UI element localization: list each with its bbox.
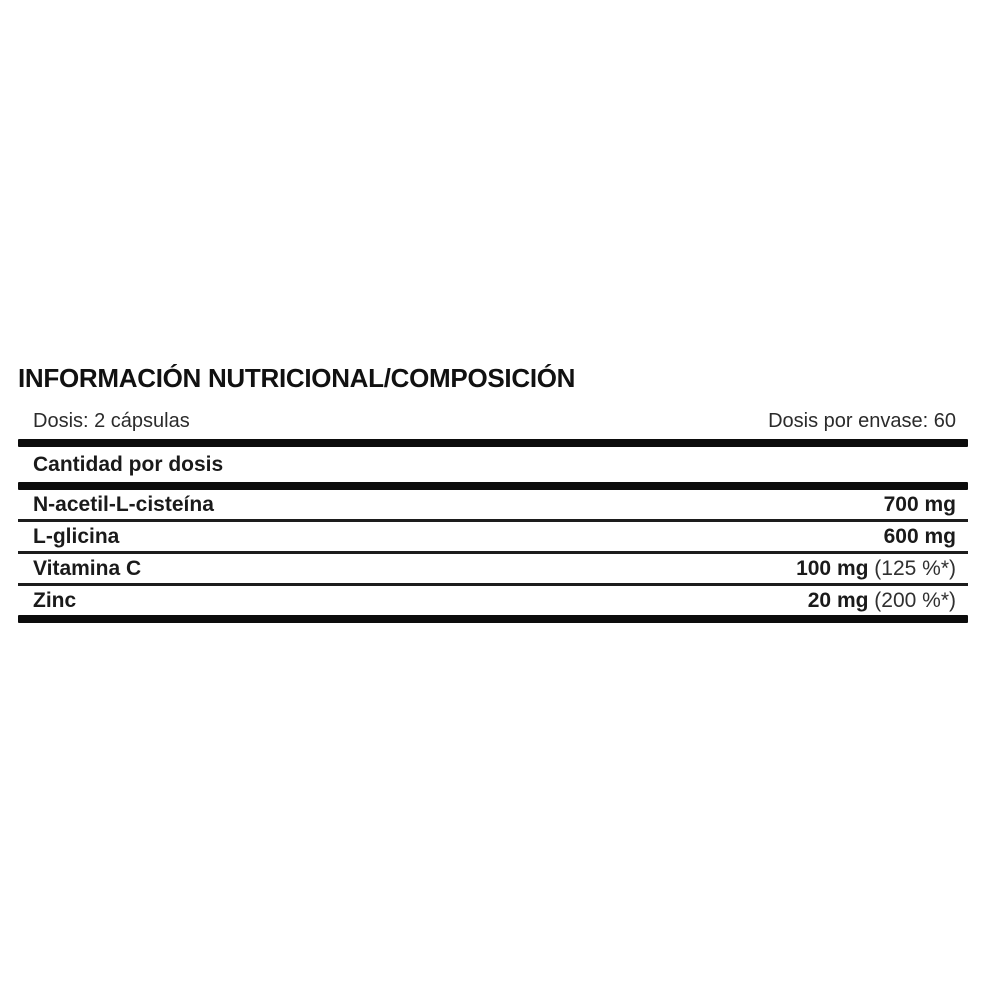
nutrition-facts-panel	[18, 364, 968, 623]
table-row	[18, 586, 968, 615]
nutrient-value	[884, 525, 956, 549]
serving-info-row	[18, 409, 968, 433]
nutrient-amount: 100 mg	[796, 556, 869, 580]
nutrient-value	[796, 557, 956, 581]
table-row	[18, 522, 968, 554]
nutrient-amount: 20 mg	[807, 588, 869, 612]
nutrient-nrv: (125 %*)	[874, 556, 956, 580]
nutrient-name: Vitamina C	[33, 556, 142, 580]
page-title: INFORMACIÓN NUTRICIONAL/COMPOSICIÓN	[18, 363, 576, 393]
servings-per-container-text: Dosis por envase: 60	[768, 410, 956, 432]
table-row	[18, 490, 968, 522]
nutrient-nrv: (200 %*)	[874, 588, 956, 612]
thick-divider-header	[18, 482, 968, 490]
nutrient-name: L-glicina	[33, 524, 120, 548]
table-header-amount-per-dose: Cantidad por dosis	[33, 453, 224, 476]
nutrient-amount: 700 mg	[883, 492, 956, 516]
nutrient-rows	[18, 490, 968, 615]
thick-divider-bottom	[18, 615, 968, 623]
nutrient-amount: 600 mg	[883, 524, 956, 548]
nutrient-name: Zinc	[33, 588, 77, 612]
nutrient-name: N-acetil-L-cisteína	[33, 492, 214, 516]
thick-divider-top	[18, 439, 968, 447]
nutrient-value	[884, 493, 956, 517]
nutrient-value	[808, 589, 956, 613]
table-row	[18, 554, 968, 586]
serving-size-text: Dosis: 2 cápsulas	[33, 410, 190, 432]
